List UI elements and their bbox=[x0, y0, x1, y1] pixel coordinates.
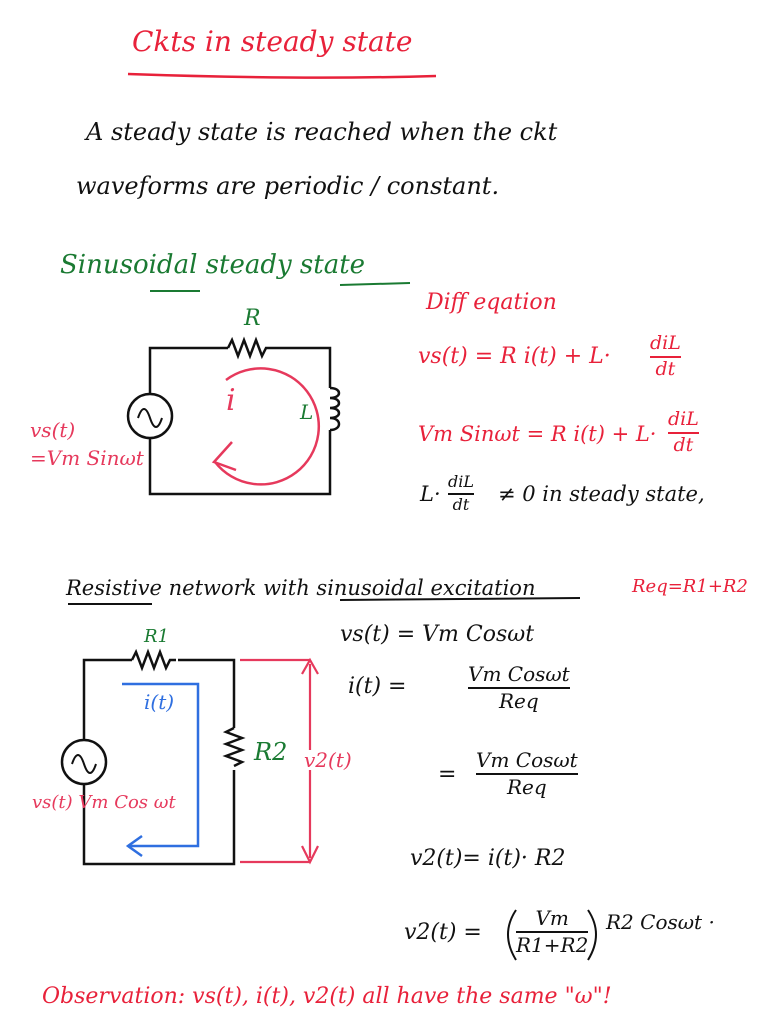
diff-eq-3-pre: L· bbox=[420, 482, 441, 506]
source-label-1: vs(t) bbox=[30, 418, 76, 442]
diff-eq-1-fraction bbox=[650, 334, 681, 380]
resistor-label: R bbox=[244, 306, 261, 331]
res-eq-2-fraction bbox=[468, 664, 570, 712]
page-title: Ckts in steady state bbox=[132, 25, 413, 58]
res-eq-5-rhs: R2 Cosωt · bbox=[606, 910, 715, 934]
diff-eq-heading: Diff eqation bbox=[426, 290, 557, 315]
resistor-symbol bbox=[228, 340, 270, 356]
heading-underline-2 bbox=[340, 283, 410, 285]
title-underline bbox=[128, 74, 436, 78]
observation-text: Observation: vs(t), i(t), v2(t) all have the same "ω"! bbox=[42, 984, 612, 1009]
current-label: i(t) bbox=[144, 690, 175, 714]
diff-eq-3-den: dt bbox=[452, 494, 470, 514]
diff-eq-3-num: diL bbox=[448, 472, 474, 491]
r1-symbol bbox=[132, 652, 176, 668]
source-2-label: vs(t) Vm Cos ωt bbox=[32, 792, 176, 813]
diff-eq-1: vs(t) = R i(t) + L· bbox=[418, 344, 611, 369]
r2-label: R2 bbox=[254, 738, 288, 766]
res-eq-2-num: Vm Cosωt bbox=[468, 662, 570, 686]
sine-glyph bbox=[138, 409, 162, 427]
diff-eq-2-num: diL bbox=[668, 408, 699, 430]
diff-eq-2: Vm Sinωt = R i(t) + L· bbox=[418, 422, 657, 446]
v2-label: v2(t) bbox=[304, 748, 352, 772]
res-eq-5-den: R1+R2 bbox=[516, 933, 589, 957]
r1-label: R1 bbox=[144, 626, 170, 647]
res-eq-4: v2(t)= i(t)· R2 bbox=[410, 846, 566, 871]
intro-line-1: A steady state is reached when the ckt bbox=[86, 118, 558, 146]
diff-eq-2-den: dt bbox=[673, 433, 694, 456]
res-eq-3-den: Req bbox=[507, 775, 547, 799]
res-eq-3-num: Vm Cosωt bbox=[476, 748, 578, 772]
res-eq-3-fraction bbox=[476, 750, 578, 798]
r2-symbol bbox=[226, 728, 242, 766]
sinusoidal-heading: Sinusoidal steady state bbox=[60, 250, 366, 280]
diff-eq-2-fraction bbox=[668, 410, 699, 456]
diff-eq-1-num: diL bbox=[650, 332, 681, 354]
res-eq-5-lhs: v2(t) = bbox=[404, 920, 482, 945]
res-eq-2-den: Req bbox=[499, 689, 539, 713]
req-formula: Req=R1+R2 bbox=[632, 576, 748, 597]
diff-eq-1-den: dt bbox=[655, 357, 676, 380]
diff-eq-3-post: ≠ 0 in steady state, bbox=[498, 482, 705, 506]
inductor-label: L bbox=[300, 400, 314, 424]
res-eq-2-lhs: i(t) = bbox=[348, 674, 407, 699]
source-label-2: =Vm Sinωt bbox=[30, 446, 144, 470]
loop-current-label: i bbox=[226, 383, 236, 418]
sine-glyph-2 bbox=[72, 755, 96, 773]
inductor-symbol bbox=[330, 388, 339, 430]
resistive-heading: Resistive network with sinusoidal excitation bbox=[66, 576, 536, 600]
intro-line-2: waveforms are periodic / constant. bbox=[76, 172, 500, 200]
res-eq-5-fraction bbox=[516, 908, 588, 956]
res-eq-1: vs(t) = Vm Cosωt bbox=[340, 622, 535, 647]
res-eq-3-lhs: = bbox=[438, 762, 457, 787]
diff-eq-3-fraction bbox=[448, 474, 474, 514]
res-eq-5-num: Vm bbox=[535, 906, 569, 930]
